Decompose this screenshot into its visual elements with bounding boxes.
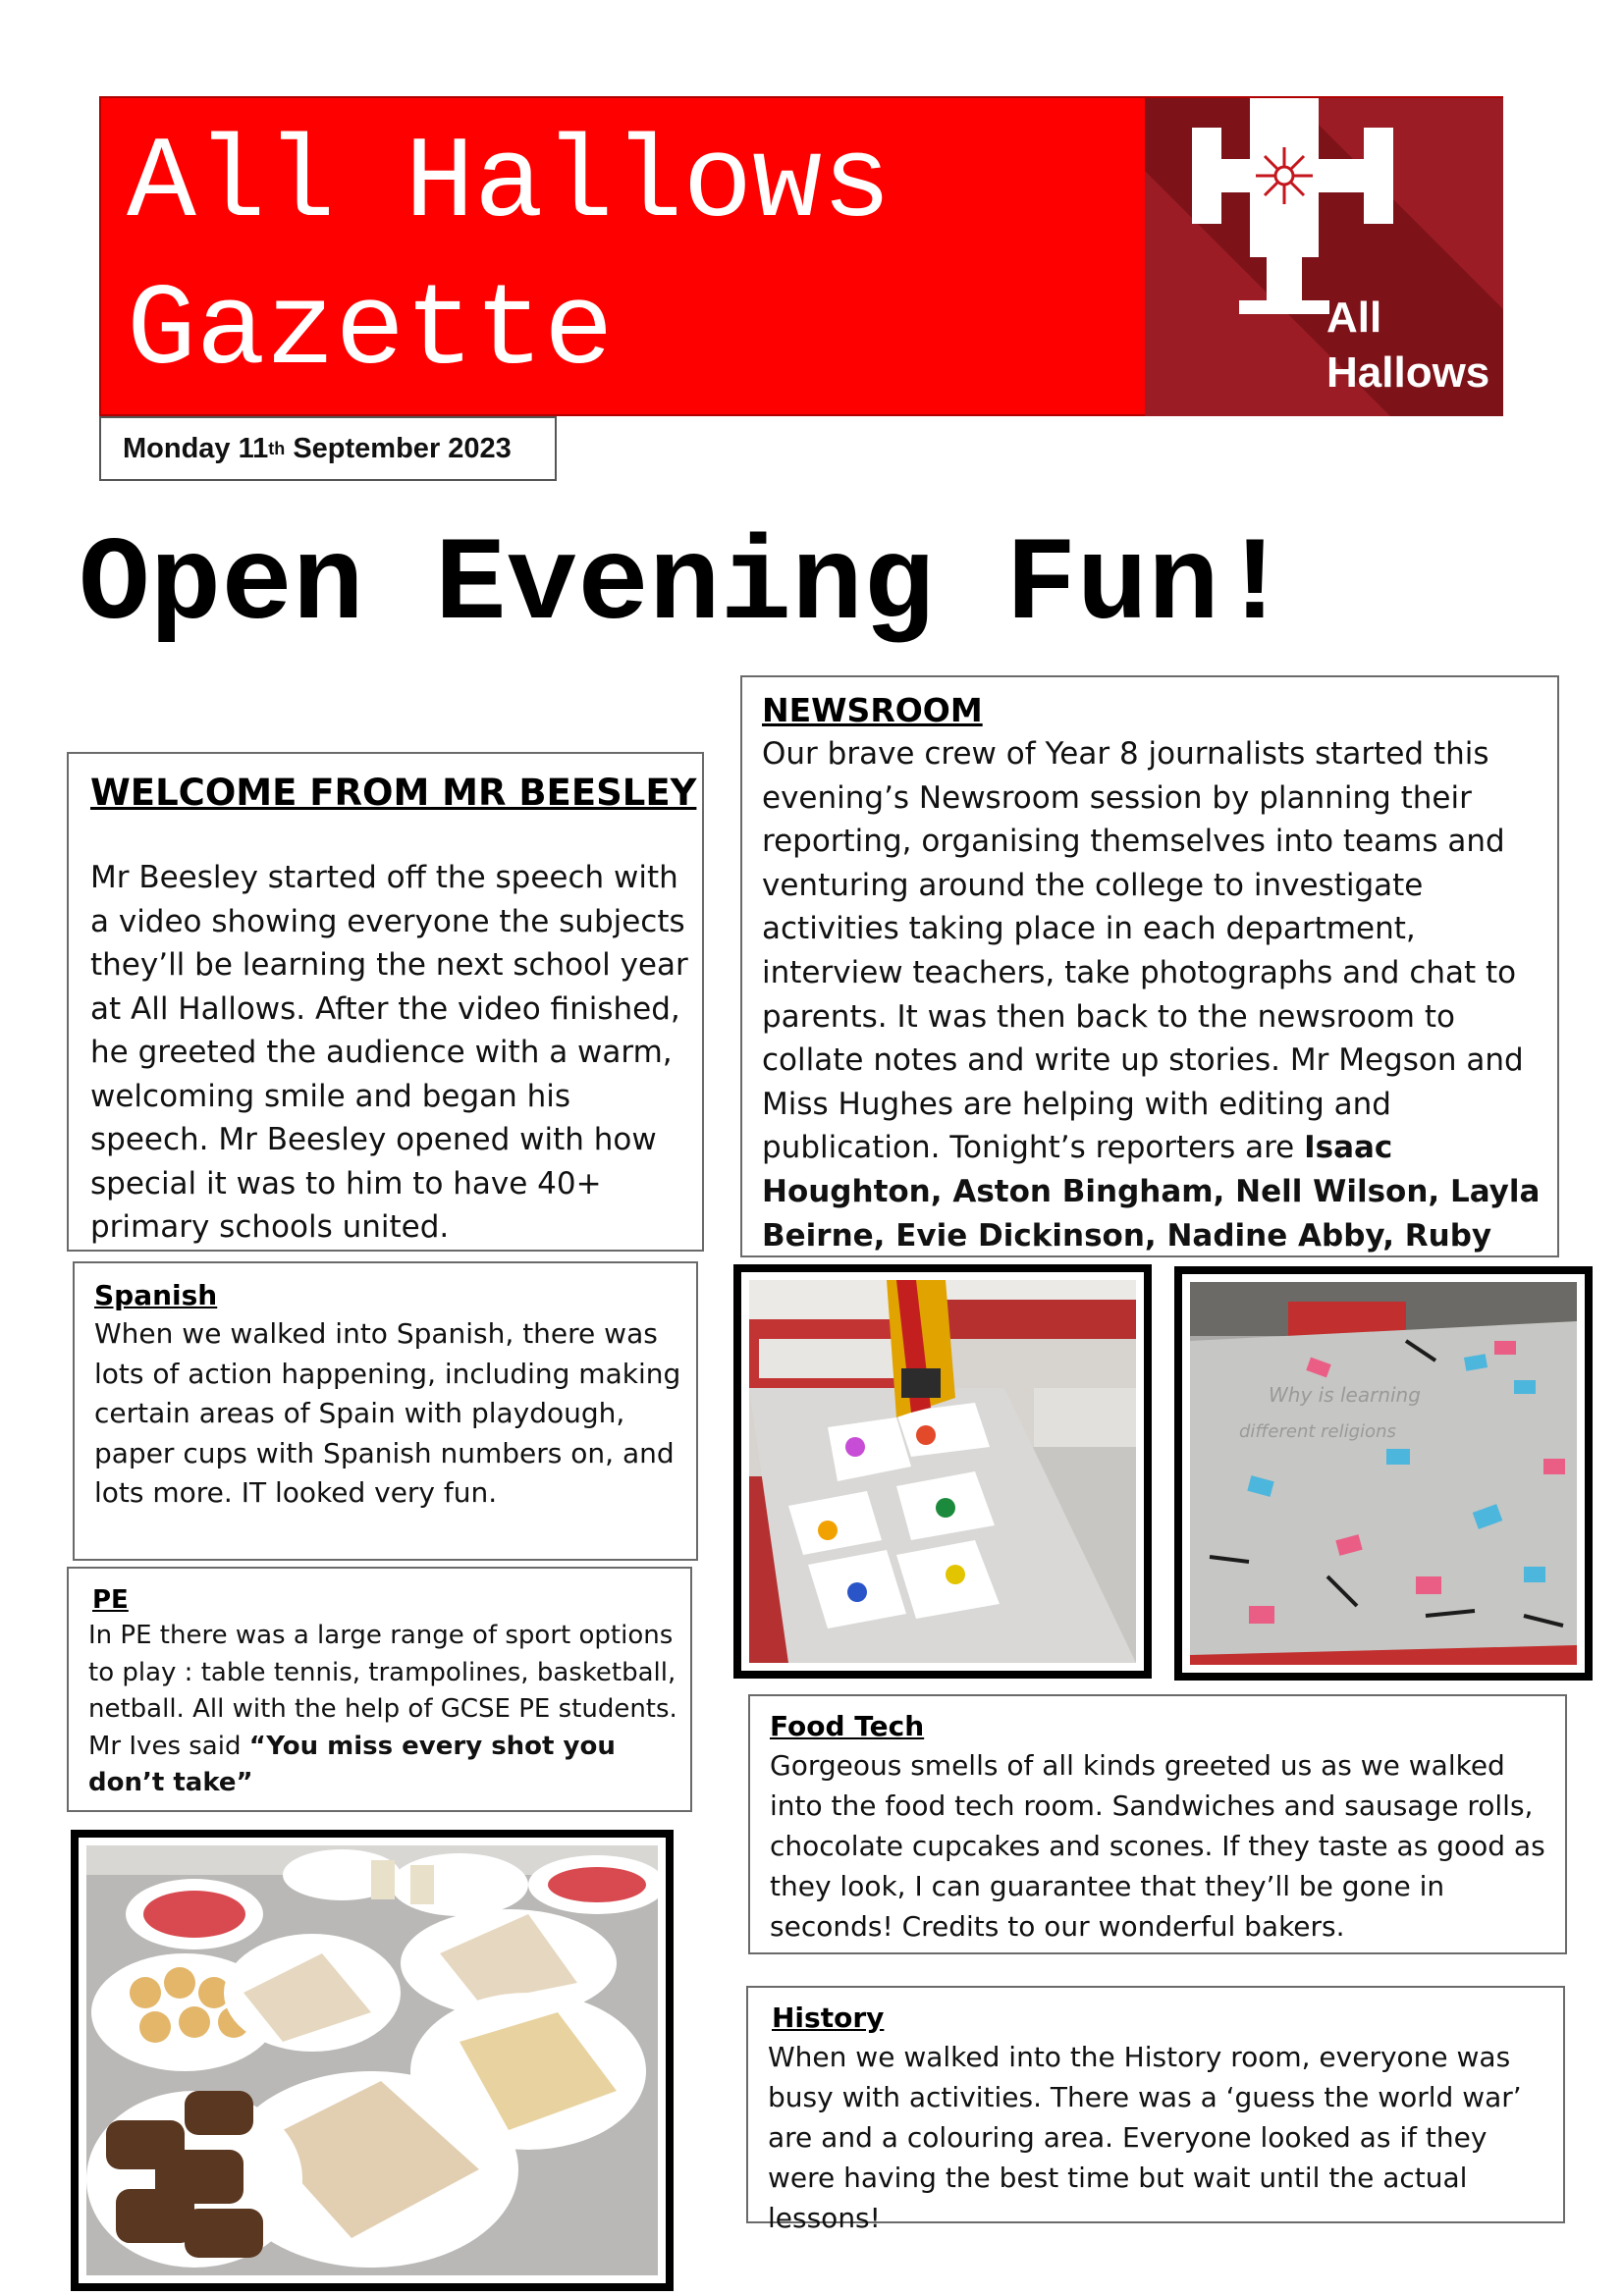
issue-date — [101, 418, 555, 479]
foodtech-article — [748, 1694, 1567, 1954]
issue-date-box — [99, 416, 557, 481]
newsroom-text: Our brave crew of Year 8 journalists started this evening’s Newsroom session by planning their reporting, organising themselves into teams and venturing around the college to investigate activities taking place in each department, interview teachers, take photographs and chat to parents. It was then back to the newsroom to collate notes and write up stories. Mr Megson and Miss Hughes are helping with editing and publication. Tonight’s reporters are — [762, 736, 1524, 1166]
history-article — [746, 1986, 1565, 2234]
foodtech-body: Gorgeous smells of all kinds greeted us as we walked into the food tech room. Sandwiches and sausage rolls, chocolate cupcakes and scones. If they taste as good as they look, I can guarantee that they’ll be gone in seconds! Credits to our wonderful bakers. — [770, 1749, 1545, 1943]
newsroom-heading: NEWSROOM — [762, 691, 983, 729]
food-tech-photo — [71, 1830, 674, 2291]
newsroom-article — [740, 675, 1559, 1257]
foodtech-heading: Food Tech — [770, 1710, 925, 1742]
pe-heading: PE — [92, 1585, 129, 1615]
handwriting-line-2: different religions — [1239, 1421, 1396, 1442]
sticky-notes-photo — [1174, 1266, 1593, 1681]
logo-wordmark: All Hallows — [1326, 294, 1490, 397]
pe-article — [67, 1567, 692, 1812]
spanish-heading: Spanish — [94, 1279, 218, 1311]
history-heading: History — [772, 2002, 885, 2034]
main-headline: Open Evening Fun! — [79, 519, 1291, 654]
newsroom-body — [762, 732, 1547, 1302]
newspaper-title: All Hallows Gazette — [127, 120, 892, 398]
date-suffix: th — [268, 438, 286, 458]
newsroom-reporters: Isaac Houghton, Aston Bingham, Nell Wilson, Layla Beirne, Evie Dickinson, Nadine Abby, Ruby — [762, 1130, 1541, 1254]
date-day: Monday 11 — [123, 432, 269, 464]
spanish-classroom-photo — [733, 1264, 1152, 1679]
pe-body — [88, 1618, 677, 1802]
masthead-banner — [99, 96, 1503, 416]
history-body: When we walked into the History room, everyone was busy with activities. There was a ‘guess the world war’ are and a colouring area. Everyone looked as if they were having the best time but wait until the actual lessons! — [768, 2041, 1522, 2234]
pe-quote: “You miss every shot you don’t take” — [88, 1731, 616, 1797]
handwriting-line-1: Why is learning — [1269, 1383, 1421, 1407]
welcome-heading: WELCOME FROM MR BEESLEY — [90, 772, 697, 814]
school-logo — [1145, 98, 1503, 416]
spanish-body: When we walked into Spanish, there was lots of action happening, including making certain areas of Spain with playdough, paper cups with Spanish numbers on, and lots more. IT looked very fun. — [94, 1317, 681, 1510]
spanish-article — [73, 1261, 698, 1561]
welcome-article — [67, 752, 704, 1252]
welcome-body: Mr Beesley started off the speech with a video showing everyone the subjects they’ll be learning the next school year at All Hallows. After the video finished, he greeted the audience with a warm, welcoming smile and began his speech. Mr Beesley opened with how special it was to him to have 40+ primary schools united. — [90, 860, 688, 1245]
pe-text: In PE there was a large range of sport options to play : table tennis, trampolines, basketball, netball. All with the help of GCSE PE students. Mr Ives said — [88, 1621, 677, 1761]
date-rest: September 2023 — [285, 432, 512, 464]
